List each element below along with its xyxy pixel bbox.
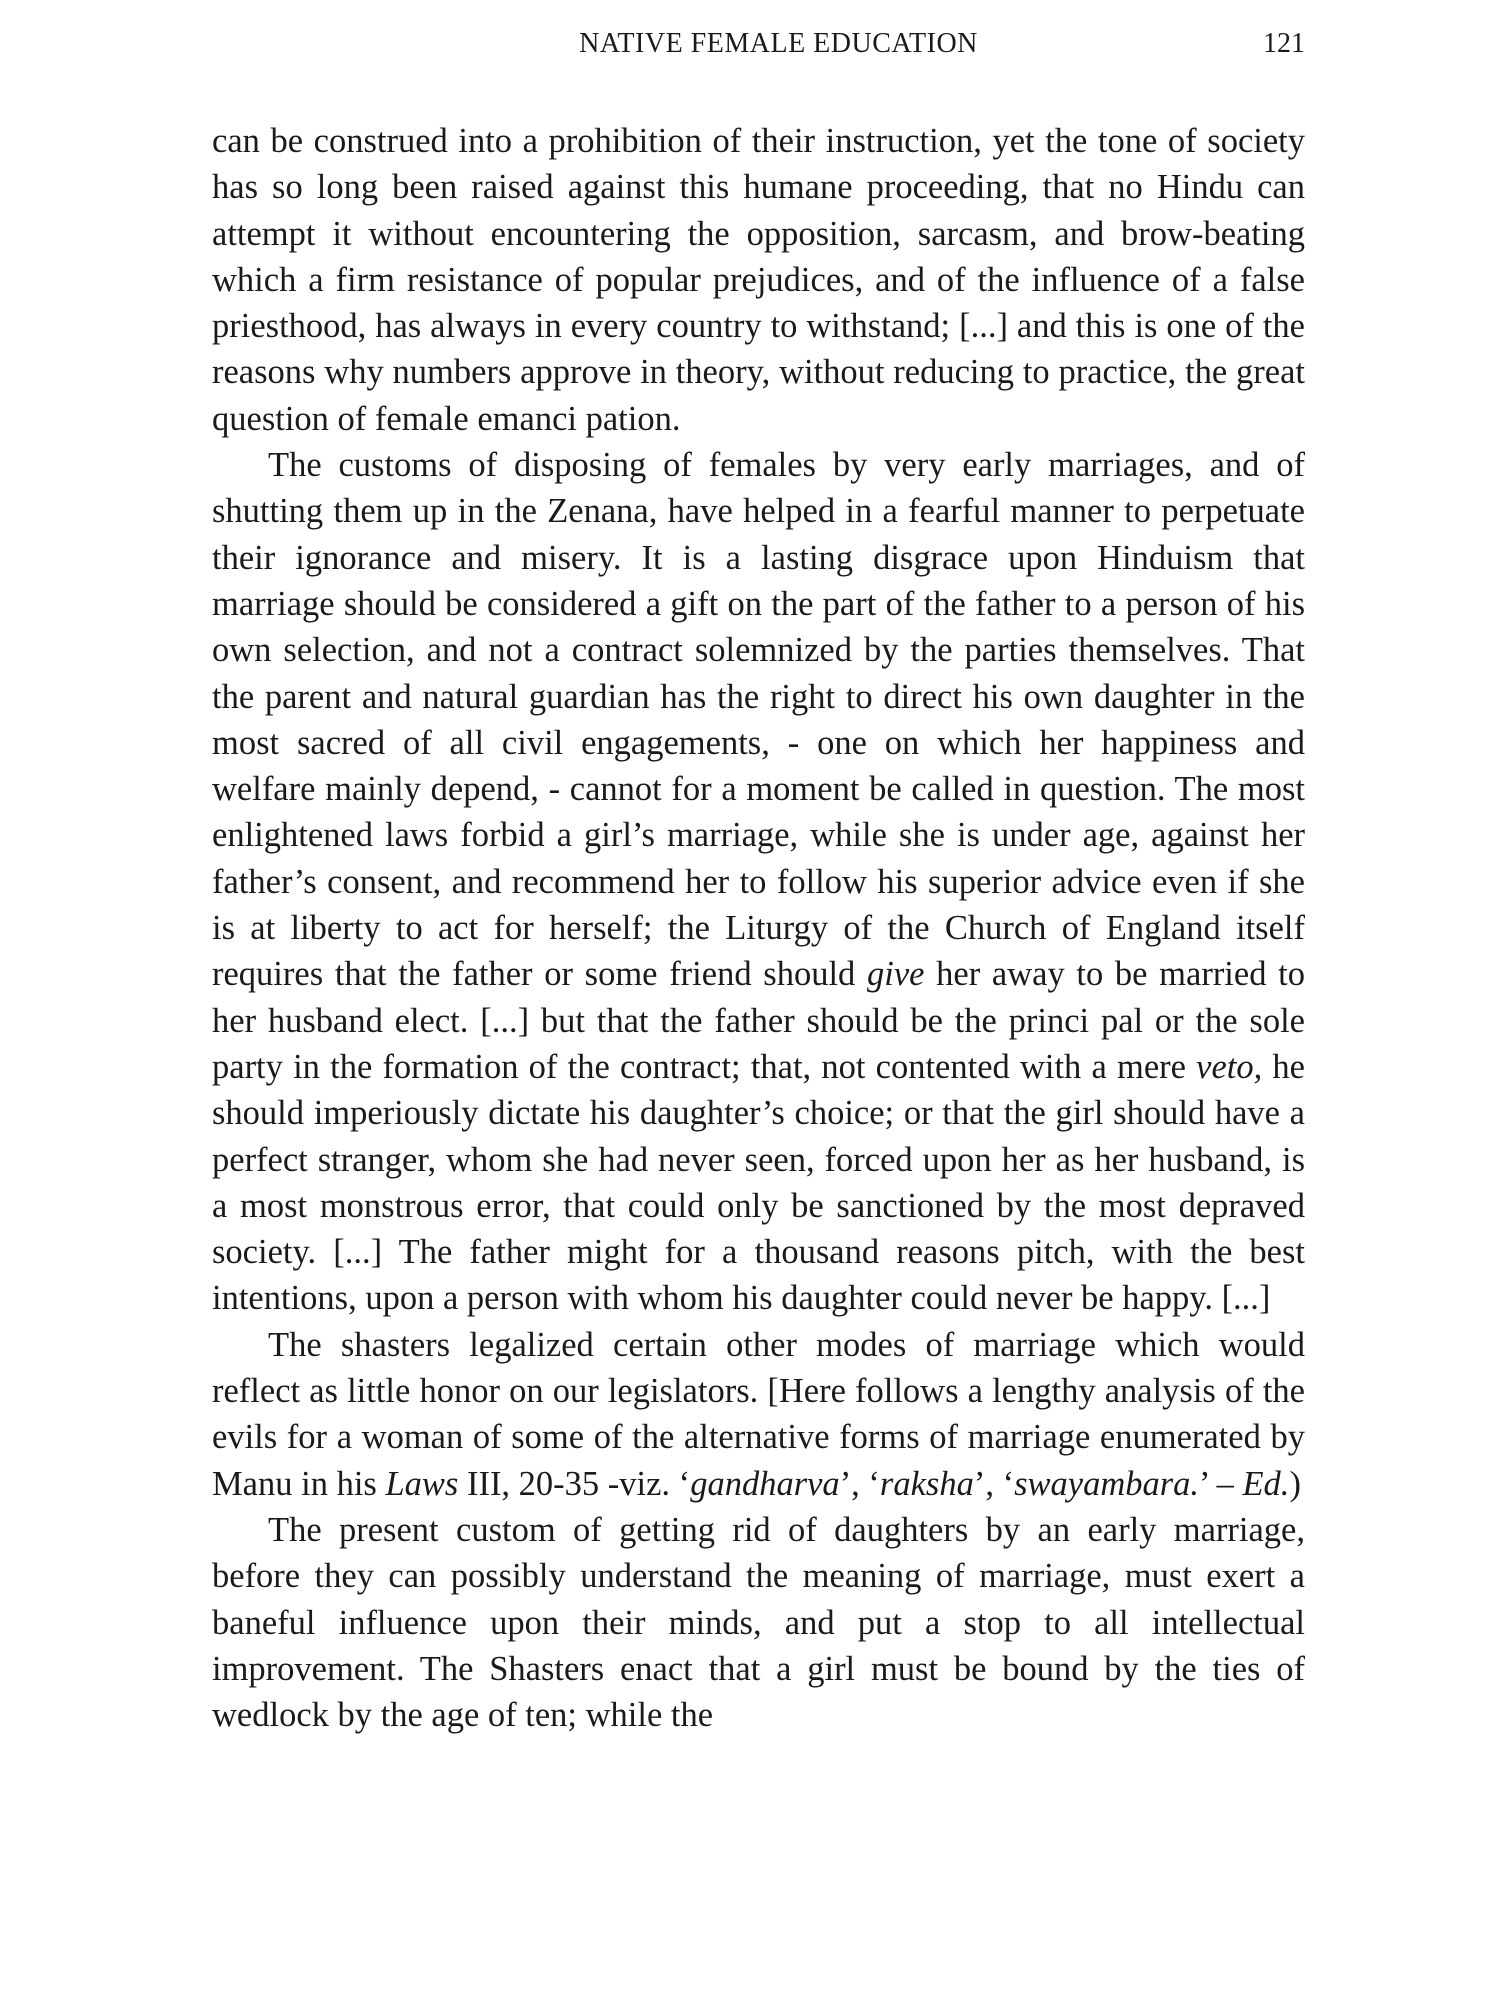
italic-laws: Laws [385, 1464, 459, 1503]
paragraph-3-text-a: The shasters legalized certain other modes of marriage which would reflect as little honor on our legislators. [Here follows a lengthy analysis of the evils for a woman of some of the alternative forms of marriage enumerated by Manu in his [212, 1325, 1305, 1503]
italic-swayambara: swayambara. [1014, 1464, 1200, 1503]
paragraph-3-text-e: ’ – [1199, 1464, 1243, 1503]
paragraph-3 [212, 1322, 1305, 1507]
running-title: NATIVE FEMALE EDUCATION [579, 28, 978, 59]
body-text [212, 118, 1305, 1738]
italic-give: give [866, 955, 925, 994]
paragraph-2-text-a: The customs of disposing of females by very early marriages, and of shutting them up in the Zenana, have helped in a fearful manner to perpetuate their ignorance and misery. It is a lasting disgrace upon Hinduism that marriage should be considered a gift on the part of the father to a person of his own selection, and not a contract solemnized by the parties themselves. That the parent and natural guardian has the right to direct his own daughter in the most sacred of all civil engagements, - one on which her happiness and welfare mainly depend, - cannot for a moment be called in question. The most enlightened laws forbid a girl’s marriage, while she is under age, against her father’s consent, and recommend her to follow his superior advice even if she is at liberty to act for herself; the Liturgy of the Church of England itself requires that the father or some friend should [212, 446, 1305, 994]
running-head [212, 24, 1305, 64]
paragraph-3-text-d: ’, ‘ [973, 1464, 1015, 1503]
paragraph-3-text-b: III, 20-35 -viz. ‘ [458, 1464, 691, 1503]
italic-ed: Ed. [1242, 1464, 1290, 1503]
paragraph-3-text-c: ’, ‘ [839, 1464, 880, 1503]
paragraph-3-text-f: ) [1289, 1464, 1301, 1503]
paragraph-2-text-b: her away to be married to her husband elect. [...] but that the father should be the princi pal or the sole party in the formation of the contract; that, not contented with a mere [212, 955, 1305, 1086]
paragraph-2 [212, 442, 1305, 1322]
italic-veto: veto, [1196, 1047, 1263, 1086]
italic-gandharva: gandharva [690, 1464, 840, 1503]
page-number: 121 [1263, 28, 1305, 59]
paragraph-2-text-c: he should imperiously dictate his daughter’s choice; or that the girl should have a perfect stranger, whom she had never seen, forced upon her as her husband, is a most monstrous error, that could only be sanctioned by the most depraved society. [...] The father might for a thousand reasons pitch, with the best intentions, upon a person with whom his daughter could never be happy. [...] [212, 1047, 1305, 1318]
italic-raksha: raksha [879, 1464, 974, 1503]
paragraph-4: The present custom of getting rid of daughters by an early marriage, before they can possibly understand the meaning of marriage, must exert a baneful influence upon their minds, and put a stop to all intellectual improvement. The Shasters enact that a girl must be bound by the ties of wedlock by the age of ten; while the [212, 1510, 1305, 1735]
paragraph-1: can be construed into a prohibition of their instruction, yet the tone of society has so long been raised against this humane proceeding, that no Hindu can attempt it without encountering the opposition, sarcasm, and brow-beating which a firm resistance of popular prejudices, and of the influence of a false priesthood, has always in every country to withstand; [...] and this is one of the reasons why numbers approve in theory, without reducing to practice, the great question of female emanci pation. [212, 122, 1305, 438]
